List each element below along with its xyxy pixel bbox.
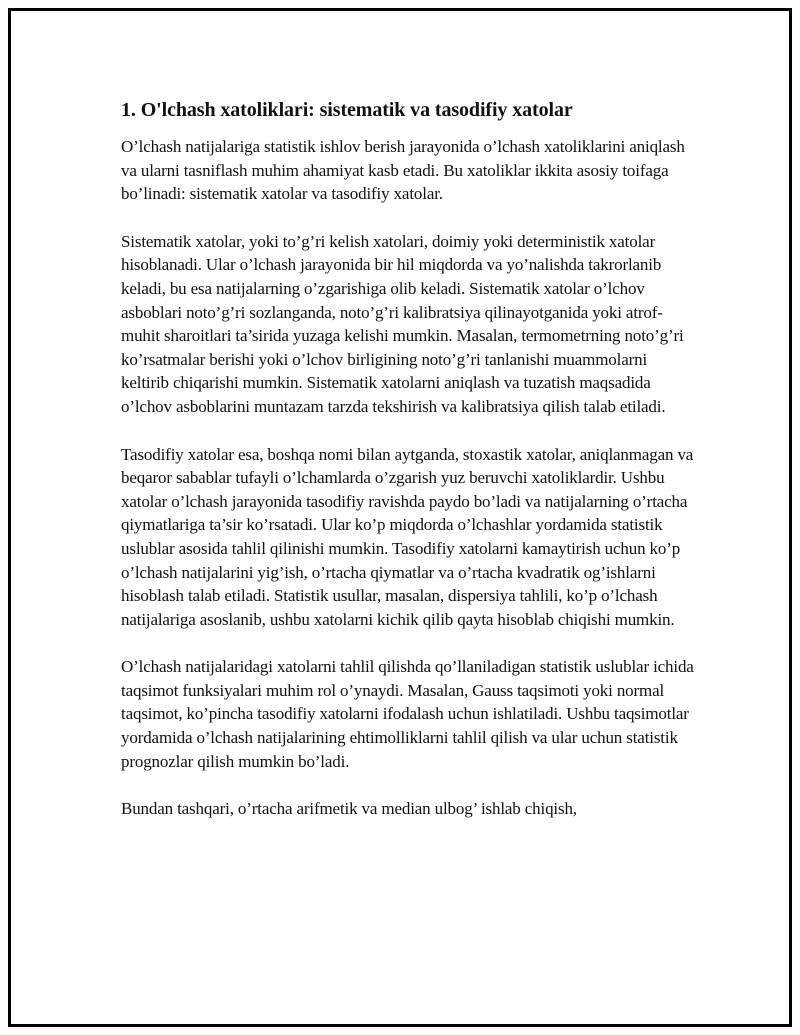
paragraph-distributions: O’lchash natijalaridagi xatolarni tahlil qilishda qo’llaniladigan statistik uslublar ichida taqsimot funksiyalari muhim rol o’ynaydi. Masalan, Gauss taqsimoti yoki normal taqsimot, ko’pincha tasodifiy xatolarni ifodalash uchun ishlatiladi. Ushbu taqsimotlar yordamida o’lchash natijalarining ehtimolliklarni tahlil qilish va ular uchun statistik prognozlar qilish mumkin bo’ladi. [121, 657, 694, 771]
paragraph-continuation: Bundan tashqari, o’rtacha arifmetik va median ulbog’ ishlab chiqish, [121, 799, 577, 819]
document-body [121, 97, 695, 845]
paragraph-random-errors: Tasodifiy xatolar esa, boshqa nomi bilan aytganda, stoxastik xatolar, aniqlanmagan va beqaror sabablar tufayli o’lchamlarda o’zgarish yuz beruvchi xatoliklardir. Ushbu xatolar o’lchash jarayonida tasodifiy ravishda paydo bo’ladi va natijalarning o’rtacha qiymatlariga ta’sir ko’rsatadi. Ular ko’p miqdorda o’lchashlar yordamida statistik uslublar asosida tahlil qilinishi mumkin. Tasodifiy xatolarni kamaytirish uchun ko’p o’lchash natijalarini yig’ish, o’rtacha qiymatlar va o’rtacha kvadratik og’ishlarni hisoblash talab etiladi. Statistik usullar, masalan, dispersiya tahlili, ko’p o’lchash natijalariga asoslanib, ushbu xatolarni kichik qilib qayta hisoblab chiqishi mumkin. [121, 444, 694, 629]
paragraph-intro: O’lchash natijalariga statistik ishlov berish jarayonida o’lchash xatoliklarini aniqlash va ularni tasniflash muhim ahamiyat kasb etadi. Bu xatoliklar ikkita asosiy toifaga bo’linadi: sistematik xatolar va tasodifiy xatolar. [121, 137, 685, 204]
page-frame [8, 8, 792, 1027]
paragraph-systematic-errors: Sistematik xatolar, yoki to’g’ri kelish xatolari, doimiy yoki deterministik xatolar hisoblanadi. Ular o’lchash jarayonida bir hil miqdorda va yo’nalishda takrorlanib keladi, bu esa natijalarning o’zgarishiga olib keladi. Sistematik xatolar o’lchov asboblari noto’g’ri sozlanganda, noto’g’ri kalibratsiya qilinayotganida yoki atrof-muhit sharoitlari ta’sirida yuzaga kelishi mumkin. Masalan, termometrning noto’g’ri ko’rsatmalar berishi yoki o’lchov birligining noto’g’ri tanlanishi muammolarni keltirib chiqarishi mumkin. Sistematik xatolarni aniqlash va tuzatish maqsadida o’lchov asboblarini muntazam tarzda tekshirish va kalibratsiya qilish talab etiladi. [121, 231, 684, 416]
section-heading: 1. O'lchash xatoliklari: sistematik va tasodifiy xatolar [121, 99, 573, 121]
